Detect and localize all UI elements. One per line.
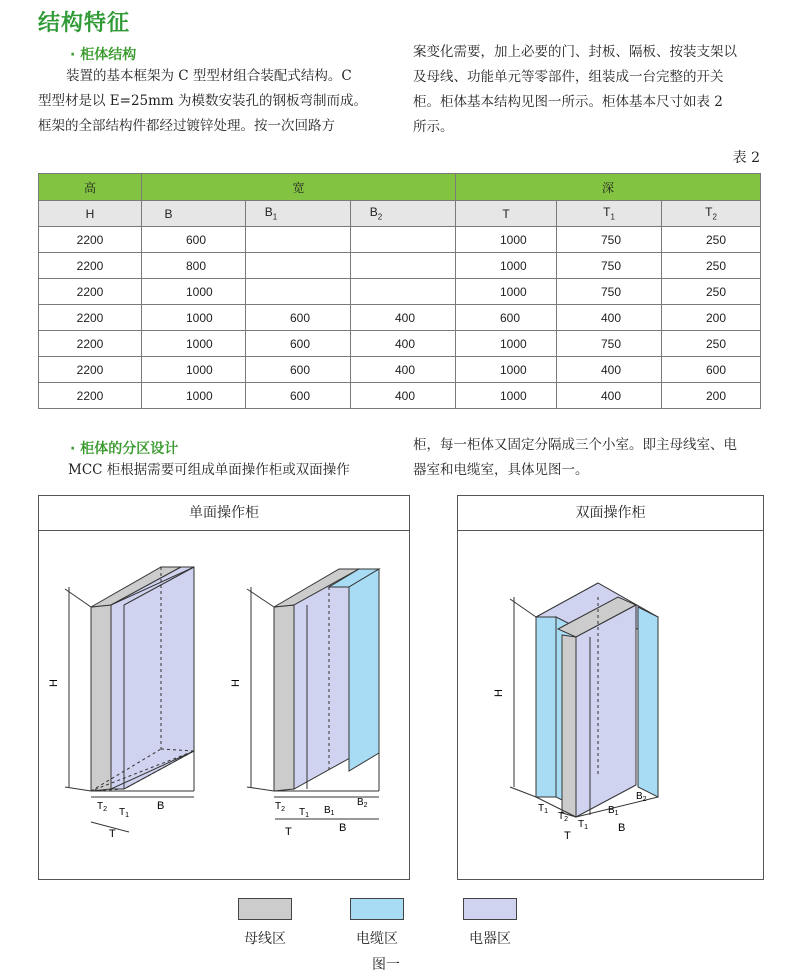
table-cell: 250 [662, 227, 761, 253]
table-cell: 1000 [142, 331, 246, 357]
table-cell [351, 253, 456, 279]
table-cell: 600 [456, 305, 557, 331]
dim-label-T1: $T_1$ [299, 807, 310, 819]
table-cell: 1000 [456, 357, 557, 383]
text-line: 装置的基本框架为 C 型型材组合装配式结构。C [66, 68, 352, 84]
text-line: 及母线、功能单元等零部件，组装成一台完整的开关 [413, 69, 724, 85]
table-cell: 1000 [456, 383, 557, 409]
section-heading-cabinet-structure: · 柜体结构 [70, 47, 137, 63]
col-header-B2: $B_2$ [351, 201, 456, 227]
dim-label-B2: $B_2$ [636, 791, 647, 803]
dim-label-T2: $T_2$ [558, 811, 569, 823]
page-title: 结构特征 [38, 11, 131, 36]
section2-left-text [68, 458, 408, 483]
table-cell: 1000 [456, 227, 557, 253]
legend-swatch-cable [350, 898, 404, 920]
table-row [39, 253, 761, 279]
dim-label-T: T [109, 828, 116, 840]
panel-title: 单面操作柜 [39, 496, 409, 531]
table-cell: 1000 [142, 383, 246, 409]
single-cabinet-drawings [39, 531, 409, 879]
table-cell: 600 [246, 357, 351, 383]
legend-label-busbar: 母线区 [244, 931, 286, 947]
col-header-H: H [39, 201, 142, 227]
dim-label-B: B [157, 800, 165, 812]
table-cell: 400 [351, 305, 456, 331]
legend-swatch-electrical [463, 898, 517, 920]
table-cell: 250 [662, 279, 761, 305]
dim-label-B: B [618, 822, 626, 834]
panel-title: 双面操作柜 [458, 496, 763, 531]
table-cell [351, 227, 456, 253]
group-header-width: 宽 [142, 174, 456, 201]
table-cell: 600 [246, 383, 351, 409]
cabinet-double [493, 583, 658, 842]
legend-label-cable: 电缆区 [356, 931, 398, 947]
table-cell: 750 [557, 227, 662, 253]
table-cell: 750 [557, 253, 662, 279]
table-cell: 400 [557, 383, 662, 409]
dim-label-T2: $T_2$ [275, 801, 286, 813]
table-row [39, 279, 761, 305]
table-caption: 表 2 [732, 150, 760, 166]
section1-left-text [38, 64, 393, 139]
text-line: 案变化需要，加上必要的门、封板、隔板、按装支架以 [413, 44, 737, 60]
table-cell [246, 253, 351, 279]
table-cell: 200 [662, 305, 761, 331]
table-cell: 2200 [39, 383, 142, 409]
table-cell: 600 [662, 357, 761, 383]
text-line: 柜，每一柜体又固定分隔成三个小室。即主母线室、电 [413, 437, 737, 453]
table-cell: 1000 [456, 253, 557, 279]
table-cell: 1000 [456, 331, 557, 357]
dim-label-B: B [339, 822, 347, 834]
dim-label-B1: $B_1$ [608, 805, 619, 817]
dim-label-T2: $T_2$ [97, 801, 108, 813]
text-line: 框架的全部结构件都经过镀锌处理。按一次回路方 [38, 118, 335, 134]
col-header-T1: $T_1$ [557, 201, 662, 227]
table-cell [246, 279, 351, 305]
table-cell: 200 [662, 383, 761, 409]
table-cell: 250 [662, 253, 761, 279]
table-cell: 600 [246, 331, 351, 357]
table-cell: 750 [557, 331, 662, 357]
col-header-B1: $B_1$ [246, 201, 351, 227]
dim-label-T1: $T_1$ [538, 803, 549, 815]
table-cell: 2200 [39, 357, 142, 383]
table-row [39, 305, 761, 331]
table-cell [351, 279, 456, 305]
section2-right-text [413, 433, 773, 483]
table-cell: 2200 [39, 253, 142, 279]
table-row [39, 227, 761, 253]
dimension-table [38, 173, 761, 409]
col-header-B: B [142, 201, 246, 227]
table-cell: 1000 [142, 279, 246, 305]
table-row [39, 357, 761, 383]
table-cell [246, 227, 351, 253]
dim-label-H: H [230, 679, 242, 687]
table-cell: 600 [246, 305, 351, 331]
text-line: 所示。 [413, 119, 454, 135]
dim-label-T: T [564, 830, 571, 842]
dim-label-H: H [493, 689, 505, 697]
table-cell: 250 [662, 331, 761, 357]
table-row [39, 383, 761, 409]
table-cell: 600 [142, 227, 246, 253]
panel-double-sided-cabinet [457, 495, 764, 880]
table-cell: 400 [557, 357, 662, 383]
table-cell: 400 [351, 383, 456, 409]
section-heading-zoning-design: · 柜体的分区设计 [70, 441, 179, 457]
table-cell: 400 [351, 331, 456, 357]
table-cell: 2200 [39, 331, 142, 357]
cabinet-single-a [48, 567, 194, 840]
table-cell: 400 [557, 305, 662, 331]
text-line: MCC 柜根据需要可组成单面操作柜或双面操作 [68, 462, 350, 478]
dim-label-B2: $B_2$ [357, 797, 368, 809]
dim-label-T1: $T_1$ [578, 819, 589, 831]
cabinet-single-b [230, 569, 379, 838]
double-cabinet-drawings [458, 531, 763, 879]
table-cell: 800 [142, 253, 246, 279]
group-header-height: 高 [39, 174, 142, 201]
text-line: 型型材是以 E=25mm 为模数安装孔的钢板弯制而成。 [38, 93, 368, 109]
table-cell: 1000 [142, 305, 246, 331]
legend-label-electrical: 电器区 [469, 931, 511, 947]
panel-single-sided-cabinet [38, 495, 410, 880]
text-line: 器室和电缆室，具体见图一。 [413, 462, 589, 478]
dim-label-B1: $B_1$ [324, 805, 335, 817]
table-row [39, 331, 761, 357]
col-header-T2: $T_2$ [662, 201, 761, 227]
dim-label-H: H [48, 679, 60, 687]
figure-caption: 图一 [372, 957, 400, 973]
legend-swatch-busbar [238, 898, 292, 920]
table-cell: 400 [351, 357, 456, 383]
text-line: 柜。柜体基本结构见图一所示。柜体基本尺寸如表 2 [413, 94, 723, 110]
group-header-depth: 深 [456, 174, 761, 201]
dim-label-T: T [285, 826, 292, 838]
table-cell: 1000 [142, 357, 246, 383]
table-cell: 2200 [39, 305, 142, 331]
col-header-T: T [456, 201, 557, 227]
table-cell: 2200 [39, 227, 142, 253]
dim-label-T1: $T_1$ [119, 807, 130, 819]
table-cell: 2200 [39, 279, 142, 305]
table-cell: 750 [557, 279, 662, 305]
section1-right-text [413, 40, 768, 140]
table-cell: 1000 [456, 279, 557, 305]
